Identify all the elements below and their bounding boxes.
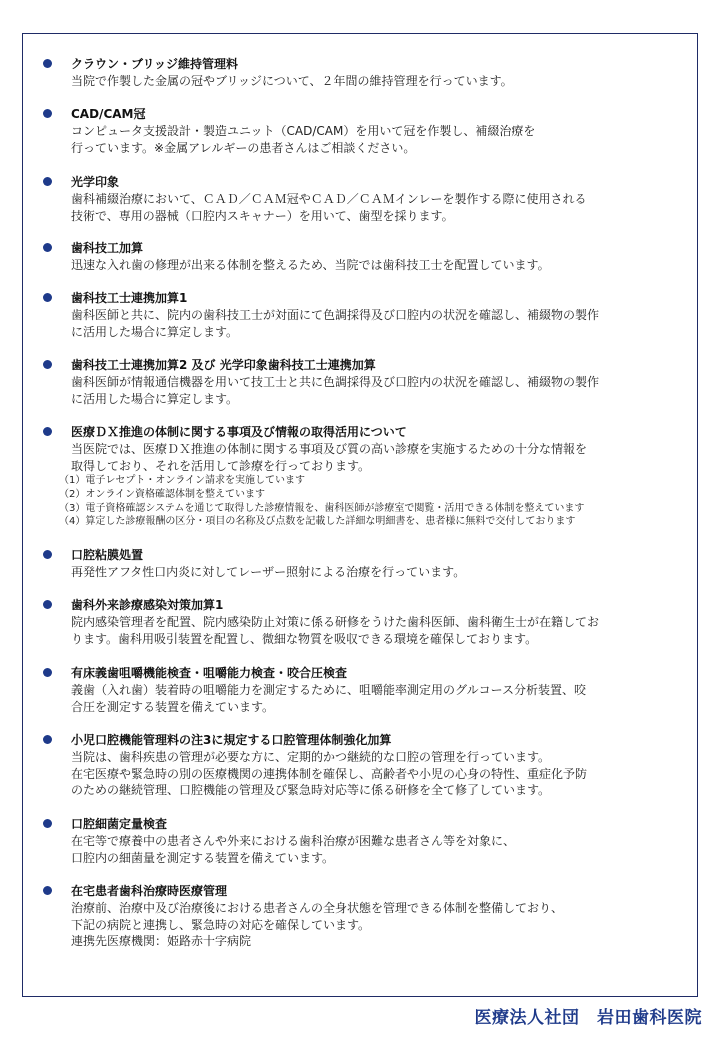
section-title: クラウン・ブリッジ維持管理料: [71, 57, 239, 71]
body-line: のための継続管理、口腔機能の管理及び緊急時対応等に係る研修を全て修了しています。: [71, 783, 551, 797]
sublist-item: （2）オンライン資格確認体制を整えています: [59, 488, 266, 500]
body-line: に活用した場合に算定します。: [71, 391, 239, 406]
body-line: 連携先医療機関：姫路赤十字病院: [71, 934, 252, 948]
body-line: 義歯（入れ歯）装着時の咀嚼能力を測定するために、咀嚼能率測定用のグルコース分析装置、咬: [71, 683, 587, 697]
section-title: 歯科技工士連携加算2 及び 光学印象歯科技工士連携加算: [71, 358, 376, 372]
sublist-item: （1）電子レセプト・オンライン請求を実施しています: [59, 475, 306, 486]
bullet-icon: [43, 819, 52, 828]
bullet-icon: [43, 550, 52, 559]
section-body: [71, 257, 691, 274]
bullet-icon: [43, 177, 52, 186]
section-body: [71, 833, 691, 866]
bullet-icon: [43, 243, 52, 252]
body-line: 合圧を測定する装置を備えています。: [71, 699, 275, 714]
section-title: 有床義歯咀嚼機能検査・咀嚼能力検査・咬合圧検査: [71, 666, 348, 680]
bullet-icon: [43, 360, 52, 369]
content-frame: [22, 33, 698, 997]
section-title: 在宅患者歯科治療時医療管理: [71, 884, 228, 898]
bullet-icon: [43, 886, 52, 895]
body-line: 再発性アフタ性口内炎に対してレーザー照射による治療を行っています。: [71, 565, 466, 579]
section-title: 医療ＤＸ推進の体制に関する事項及び情報の取得活用について: [71, 425, 407, 439]
bullet-icon: [43, 293, 52, 302]
bullet-icon: [43, 59, 52, 68]
section-title: 小児口腔機能管理料の注3に規定する口腔管理体制強化加算: [71, 733, 392, 747]
section-body: [71, 73, 691, 90]
section-body: [71, 749, 691, 799]
clinic-name: 医療法人社団 岩田歯科医院: [474, 1008, 702, 1028]
body-line: 行っています。※金属アレルギーの患者さんはご相談ください。: [71, 140, 416, 155]
section-title: 歯科外来診療感染対策加算1: [71, 598, 224, 612]
body-line: 当医院では、医療ＤＸ推進の体制に関する事項及び質の高い診療を実施するための十分な情報を: [71, 442, 588, 456]
sublist-item: （3）電子資格確認システムを通じて取得した診療情報を、歯科医師が診療室で閲覧・活用できる体制を整えています: [59, 502, 585, 514]
section-body: [71, 374, 691, 407]
section-body: [71, 191, 691, 224]
bullet-icon: [43, 735, 52, 744]
body-line: 口腔内の細菌量を測定する装置を備えています。: [71, 850, 335, 865]
section-title: 歯科技工士連携加算1: [71, 291, 188, 305]
body-line: 技術で、専用の器械（口腔内スキャナー）を用いて、歯型を採ります。: [71, 208, 454, 223]
sublist-item: （4）算定した診療報酬の区分・項目の名称及び点数を記載した詳細な明細書を、患者様に無料で交付しております: [59, 516, 576, 528]
body-line: 当院は、歯科疾患の管理が必要な方に、定期的かつ継続的な口腔の管理を行っています。: [71, 750, 551, 764]
bullet-icon: [43, 600, 52, 609]
section-title: 口腔細菌定量検査: [71, 817, 168, 831]
body-line: 下記の病院と連携し、緊急時の対応を確保しています。: [71, 917, 371, 932]
body-line: 歯科補綴治療において、ＣＡＤ／ＣＡＭ冠やＣＡＤ／ＣＡＭインレーを製作する際に使用される: [71, 192, 587, 206]
dx-sublist: [59, 474, 699, 529]
section-title: 歯科技工加算: [71, 241, 144, 255]
body-line: 迅速な入れ歯の修理が出来る体制を整えるため、当院では歯科技工士を配置しています。: [71, 258, 550, 272]
body-line: 院内感染管理者を配置、院内感染防止対策に係る研修をうけた歯科医師、歯科衛生士が在籍してお: [71, 615, 600, 629]
body-line: に活用した場合に算定します。: [71, 324, 239, 339]
section-body: [71, 900, 691, 950]
body-line: 歯科医師と共に、院内の歯科技工士が対面にて色調採得及び口腔内の状況を確認し、補綴物の製作: [71, 308, 600, 322]
section-body: [71, 682, 691, 715]
section-title: 口腔粘膜処置: [71, 548, 144, 562]
section-body: [71, 441, 691, 474]
body-line: 歯科医師が情報通信機器を用いて技工士と共に色調採得及び口腔内の状況を確認し、補綴物の製作: [71, 375, 600, 389]
section-body: [71, 307, 691, 340]
body-line: 在宅等で療養中の患者さんや外来における歯科治療が困難な患者さん等を対象に、: [71, 834, 516, 848]
section-body: [71, 564, 691, 581]
section-body: [71, 614, 691, 647]
section-title: 光学印象: [71, 175, 120, 189]
body-line: ります。歯科用吸引装置を配置し、微細な物質を吸収できる環境を確保しております。: [71, 631, 538, 646]
bullet-icon: [43, 668, 52, 677]
body-line: 取得しており、それを活用して診療を行っております。: [71, 458, 371, 473]
section-title: CAD/CAM冠: [71, 107, 146, 121]
bullet-icon: [43, 109, 52, 118]
body-line: コンピュータ支援設計・製造ユニット（CAD/CAM）を用いて冠を作製し、補綴治療を: [71, 124, 536, 138]
body-line: 在宅医療や緊急時の別の医療機関の連携体制を確保し、高齢者や小児の心身の特性、重症化予防: [71, 766, 588, 781]
bullet-icon: [43, 427, 52, 436]
body-line: 当院で作製した金属の冠やブリッジについて、２年間の維持管理を行っています。: [71, 74, 513, 88]
body-line: 治療前、治療中及び治療後における患者さんの全身状態を管理できる体制を整備しており、: [71, 901, 564, 915]
section-body: [71, 123, 691, 156]
